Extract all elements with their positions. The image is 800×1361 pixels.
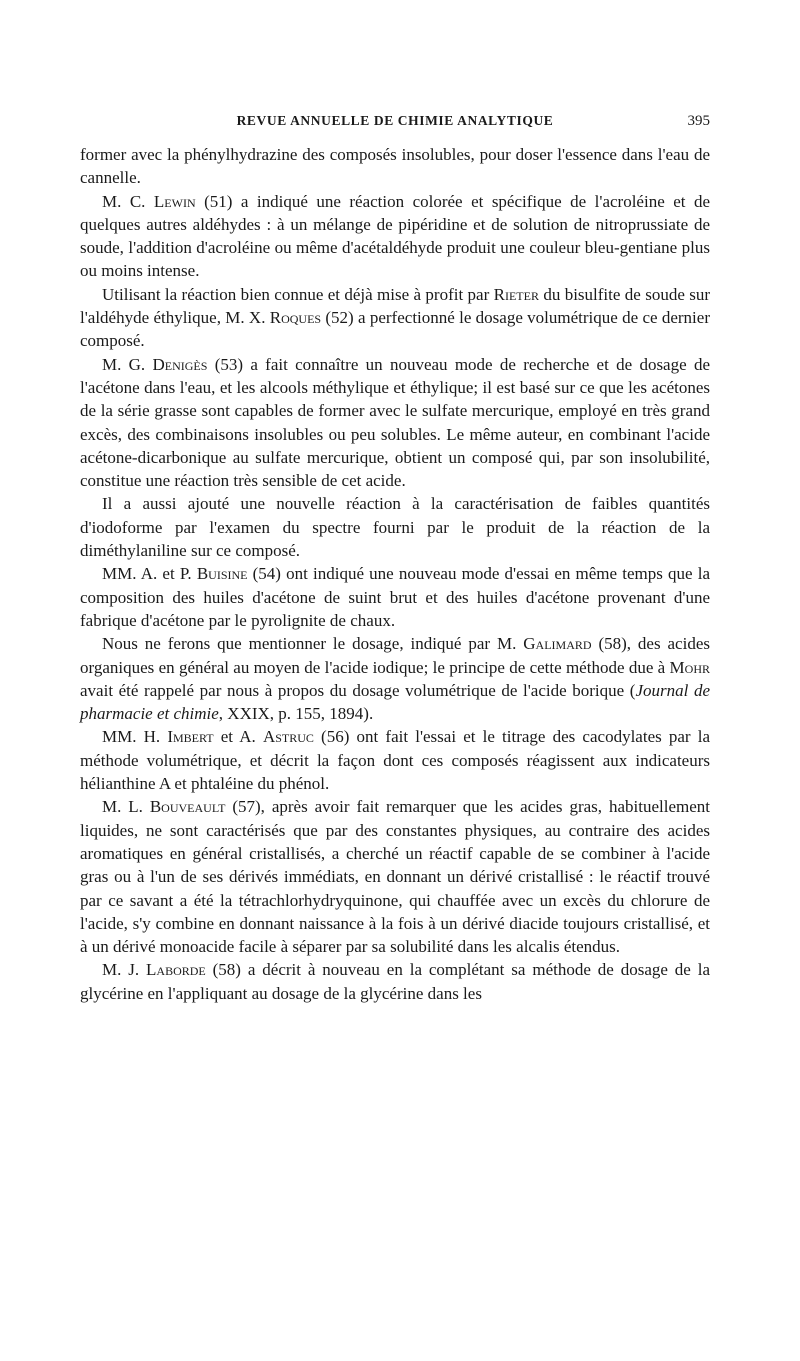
paragraph <box>80 958 710 1005</box>
author-name: Astruc <box>262 727 314 747</box>
running-head <box>80 111 710 133</box>
text-run: M. J. <box>102 960 147 980</box>
author-name: Buisine <box>196 564 248 584</box>
text-run: (58) a décrit à nouveau en la complétant sa méthode de dosage de la glycérine en l'appliquant au dosage de la glycérine dans les <box>80 960 711 1003</box>
text-run: Utilisant la réaction bien connue et déjà mise à profit par <box>102 284 494 304</box>
text-run: Nous ne ferons que mentionner le dosage, indiqué par M. <box>102 634 524 654</box>
paragraph <box>80 562 710 632</box>
text-run: , XXIX, p. 155, 1894). <box>218 704 374 724</box>
author-name: Mohr <box>669 657 710 677</box>
author-name: Denigès <box>152 354 208 374</box>
text-run: (56) ont fait l'essai et le titrage des cacodylates par la méthode volumétrique, et décrit la façon dont ces composés réagissent aux indicateurs hélianthine A et phtaléine du phénol. <box>80 727 711 794</box>
page-number: 395 <box>687 113 710 129</box>
paragraph <box>80 492 710 562</box>
running-title: REVUE ANNUELLE DE CHIMIE ANALYTIQUE <box>236 113 554 128</box>
text-run: Il a aussi ajouté une nouvelle réaction à la caractérisation de faibles quantités d'iodoforme par l'examen du spectre fourni par le produit de la réaction de la diméthylaniline sur ce composé. <box>80 494 710 561</box>
paragraph <box>80 795 710 958</box>
text-run: M. C. <box>102 191 154 211</box>
text-run: M. G. <box>102 354 153 374</box>
text-run: (57), après avoir fait remarquer que les acides gras, habituellement liquides, ne sont caractérisés que par des constantes physiques, au contraire des acides aromatiques en général cristallisés, a cherché un réactif capable de se combiner à l'acide gras ou à l'un de ses dérivés immédiats, en donnant un dérivé cristallisé : le réactif trouvé par ce savant a été la tétrachlorhydryquinone, qui chauffée avec un excès du chlorure de l'acide, s'y combine en donnant naissance à la fois à un dérivé diacide toujours cristallisé, et à un dérivé monoacide facile à séparer par sa solubilité dans les alcalis étendus. <box>80 797 710 957</box>
text-run: (58), des acides organiques en général au moyen de l'acide iodique; le principe de cette méthode due à <box>80 634 710 677</box>
text-run: former avec la phénylhydrazine des composés insolubles, pour doser l'essence dans l'eau de cannelle. <box>80 145 710 188</box>
text-run: MM. H. <box>102 727 168 747</box>
text-run: M. L. <box>102 797 150 817</box>
text-run: du bisulfite de soude sur l'aldéhyde éthylique, M. X. <box>80 284 710 328</box>
text-run: avait été rappelé par nous à propos du dosage volumétrique de l'acide borique ( <box>80 680 636 700</box>
paragraph <box>80 725 710 795</box>
paragraph <box>80 632 710 725</box>
paragraph <box>80 283 710 353</box>
author-name: Lewin <box>153 191 196 211</box>
paragraph <box>80 190 710 283</box>
text-run: (52) a perfectionné le dosage volumétrique de ce dernier composé. <box>80 308 710 351</box>
author-name: Roques <box>269 308 322 328</box>
author-name: Imbert <box>167 727 214 747</box>
paragraph <box>80 353 710 493</box>
author-name: Bouveault <box>149 797 226 817</box>
text-run: (53) a fait connaître un nouveau mode de recherche et de dosage de l'acétone dans l'eau, et les alcools méthylique et éthylique; il est basé sur ce que les acétones de la série grasse sont capables de former avec le sulfate mercurique, employé en très grand excès, des combinaisons insolubles ou peu solubles. Le même auteur, en combinant l'acide acétone-dicarbonique au sulfate mercurique, obtient un composé qui, par son insolubilité, constitue une réaction très sensible de cet acide. <box>80 354 710 491</box>
author-name: Rieter <box>493 284 539 304</box>
text-run: (54) ont indiqué une nouveau mode d'essai en même temps que la composition des huiles d'acétone de suint brut et des huiles d'acétone provenant d'une fabrique d'acétone par le pyrolignite de chaux. <box>80 564 710 630</box>
cited-title: Journal de pharmacie et chimie <box>80 680 710 724</box>
author-name: Galimard <box>523 634 592 654</box>
text-run: et A. <box>213 727 263 747</box>
text-run: (51) a indiqué une réaction colorée et spécifique de l'acroléine et de quelques autres aldéhydes : à un mélange de pipéridine et de solution de nitroprussiate de soude, l'addition d'acroléine ou même d'acétaldéhyde produit une couleur bleu-gentiane plus ou moins intense. <box>80 191 710 281</box>
body-text <box>80 143 710 1005</box>
text-run: MM. A. et P. <box>102 564 197 584</box>
paragraph <box>80 143 710 190</box>
author-name: Laborde <box>146 960 206 980</box>
